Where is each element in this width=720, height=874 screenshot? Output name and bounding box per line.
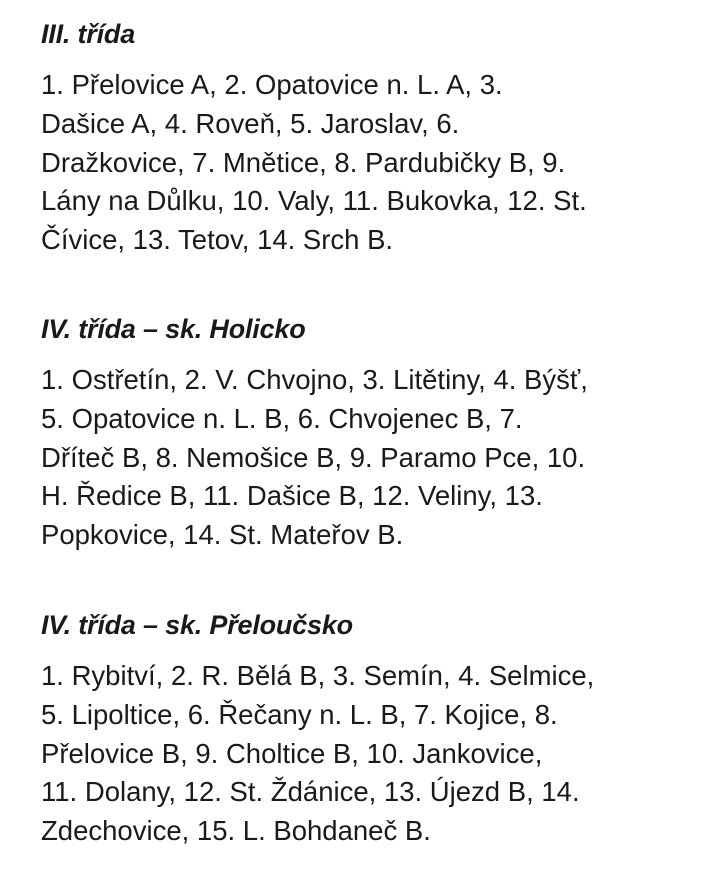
text-line: Dříteč B, 8. Nemošice B, 9. Paramo Pce, 10. xyxy=(41,441,586,473)
text-line: Čívice, 13. Tetov, 14. Srch B. xyxy=(41,224,394,256)
section-title: IV. třída – sk. Holicko xyxy=(41,314,306,344)
text-line: 5. Opatovice n. L. B, 6. Chvojenec B, 7. xyxy=(41,402,523,434)
text-line: H. Ředice B, 11. Dašice B, 12. Veliny, 13. xyxy=(41,480,543,512)
text-line: Dražkovice, 7. Mnětice, 8. Pardubičky B, 9. xyxy=(41,146,566,178)
section-iv-trida-holicko xyxy=(41,309,588,555)
section-body xyxy=(41,361,588,555)
text-line: Lány na Důlku, 10. Valy, 11. Bukovka, 12. St. xyxy=(41,185,587,217)
text-line: Popkovice, 14. St. Mateřov B. xyxy=(41,519,404,551)
text-line: Přelovice B, 9. Choltice B, 10. Jankovice, xyxy=(41,737,543,769)
section-iii-trida xyxy=(41,14,587,260)
text-line: 11. Dolany, 12. St. Ždánice, 13. Újezd B, 14. xyxy=(41,776,580,808)
text-line: 1. Ostřetín, 2. V. Chvojno, 3. Litětiny, 4. Býšť, xyxy=(41,364,588,395)
section-iv-trida-prelaucsko xyxy=(41,605,594,851)
text-line: 5. Lipoltice, 6. Řečany n. L. B, 7. Kojice, 8. xyxy=(41,698,558,730)
text-line: Zdechovice, 15. L. Bohdaneč B. xyxy=(41,815,431,847)
text-line: 1. Přelovice A, 2. Opatovice n. L. A, 3. xyxy=(41,69,503,100)
section-title: IV. třída – sk. Přeloučsko xyxy=(41,610,353,640)
section-body xyxy=(41,66,587,260)
section-body xyxy=(41,657,594,851)
text-line: Dašice A, 4. Roveň, 5. Jaroslav, 6. xyxy=(41,107,460,139)
section-title: III. třída xyxy=(41,19,136,49)
text-line: 1. Rybitví, 2. R. Bělá B, 3. Semín, 4. Selmice, xyxy=(41,660,595,691)
